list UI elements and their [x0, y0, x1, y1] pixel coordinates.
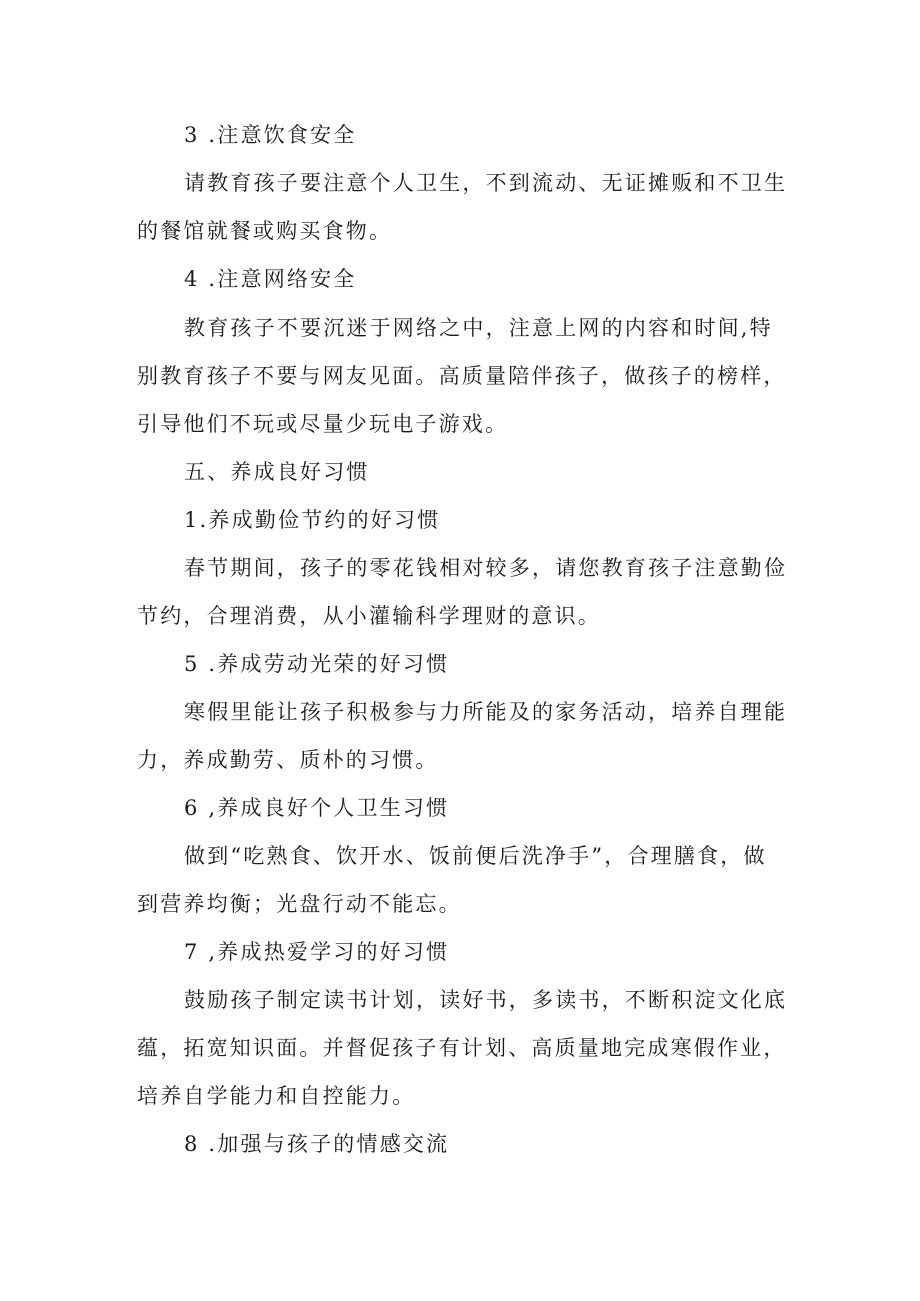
heading-study-habit: 7 ,养成热爱学习的好习惯 — [184, 940, 450, 964]
heading-labor-habit: 5 .养成劳动光荣的好习惯 — [184, 652, 450, 676]
section-heading-habits: 五、养成良好习惯 — [184, 460, 370, 484]
heading-thrift-habit: 1.养成勤俭节约的好习惯 — [184, 508, 441, 532]
paragraph-line: 节约，合理消费，从小灌输科学理财的意识。 — [137, 604, 601, 628]
paragraph-line: 别教育孩子不要与网友见面。高质量陪伴孩子，做孩子的榜样， — [137, 364, 787, 388]
paragraph-line: 寒假里能让孩子积极参与力所能及的家务活动，培养自理能 — [184, 700, 788, 724]
heading-emotional-communication: 8 .加强与孩子的情感交流 — [184, 1132, 450, 1156]
paragraph-line: 请教育孩子要注意个人卫生，不到流动、无证摊贩和不卫生 — [184, 171, 788, 195]
paragraph-line: 做到“吃熟食、饮开水、饭前便后洗净手”，合理膳食，做 — [184, 844, 767, 868]
paragraph-line: 培养自学能力和自控能力。 — [137, 1084, 416, 1108]
paragraph-line: 鼓励孩子制定读书计划，读好书，多读书，不断积淀文化底 — [184, 988, 788, 1012]
heading-food-safety: 3 .注意饮食安全 — [184, 123, 357, 147]
heading-network-safety: 4 .注意网络安全 — [184, 267, 357, 291]
paragraph-line: 的餐馆就餐或购买食物。 — [137, 219, 393, 243]
paragraph-line: 教育孩子不要沉迷于网络之中，注意上网的内容和时间,特 — [184, 316, 773, 340]
paragraph-line: 力，养成勤劳、质朴的习惯。 — [137, 748, 439, 772]
paragraph-line: 蕴，拓宽知识面。并督促孩子有计划、高质量地完成寒假作业， — [137, 1036, 787, 1060]
paragraph-line: 引导他们不玩或尽量少玩电子游戏。 — [137, 412, 509, 436]
heading-hygiene-habit: 6 ,养成良好个人卫生习惯 — [184, 796, 450, 820]
paragraph-line: 春节期间，孩子的零花钱相对较多，请您教育孩子注意勤俭 — [184, 556, 788, 580]
paragraph-line: 到营养均衡；光盘行动不能忘。 — [137, 892, 462, 916]
